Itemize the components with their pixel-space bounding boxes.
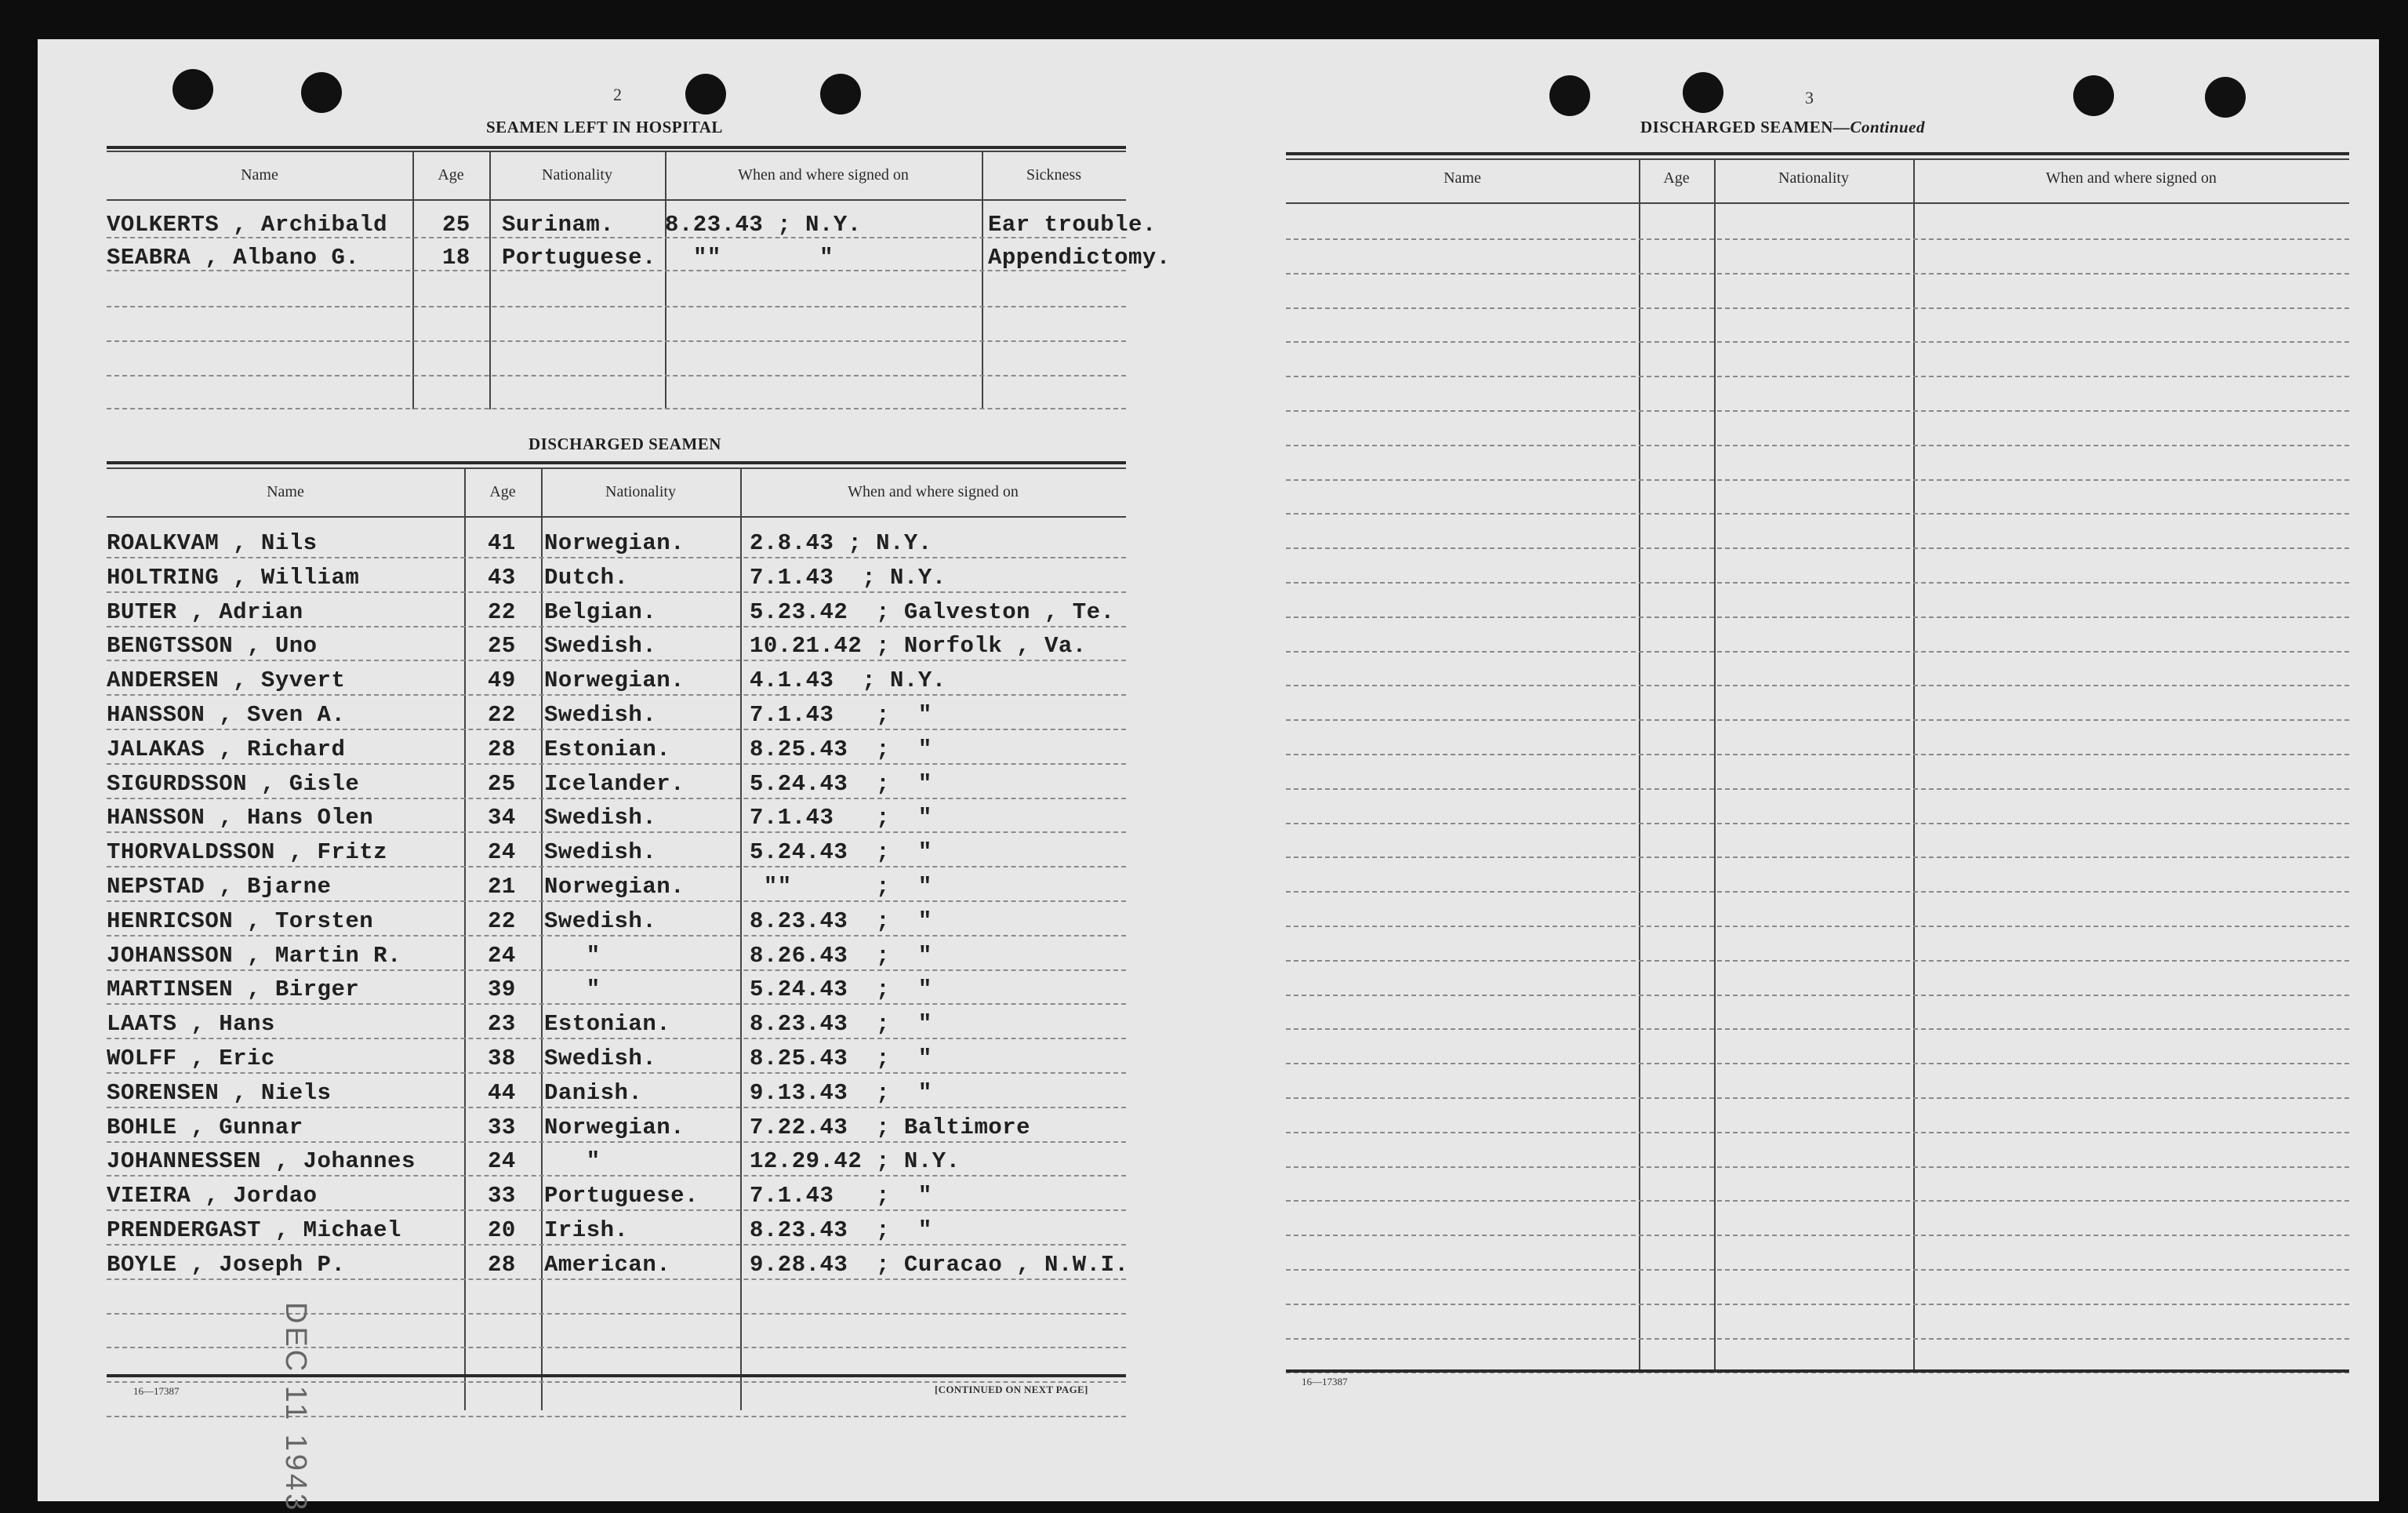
seaman-name: BOYLE , Joseph P.	[107, 1252, 346, 1278]
seaman-signed-on: 7.1.43 ; "	[750, 805, 932, 831]
seaman-nationality: Danish.	[544, 1080, 643, 1106]
col-header-age: Age	[489, 483, 516, 500]
right-section-title	[1640, 118, 1925, 137]
seaman-name: VIEIRA , Jordao	[107, 1183, 318, 1209]
page-number-right: 3	[1805, 88, 1814, 107]
seaman-name: NEPSTAD , Bjarne	[107, 874, 332, 900]
seaman-age: 49	[488, 667, 516, 693]
seaman-age: 22	[488, 599, 516, 625]
seaman-nationality: Surinam.	[502, 212, 615, 238]
page-number-left: 2	[613, 85, 622, 104]
seaman-nationality: Norwegian.	[544, 530, 685, 556]
col-header-signed-on: When and where signed on	[2046, 169, 2217, 187]
seaman-name: BENGTSSON , Uno	[107, 633, 318, 659]
col-header-name: Name	[1444, 169, 1481, 187]
punch-hole	[1549, 75, 1590, 116]
seaman-nationality: Icelander.	[544, 771, 685, 797]
seaman-age: 23	[488, 1011, 516, 1037]
punch-hole	[2205, 77, 2246, 118]
punch-hole	[685, 74, 726, 115]
seaman-age: 34	[488, 805, 516, 831]
seaman-name: HANSSON , Sven A.	[107, 702, 346, 728]
seaman-age: 21	[488, 874, 516, 900]
seaman-signed-on: 8.23.43 ; N.Y.	[665, 212, 862, 238]
seaman-age: 38	[488, 1046, 516, 1071]
seaman-name: JOHANSSON , Martin R.	[107, 943, 401, 969]
seaman-signed-on: 7.1.43 ; "	[750, 702, 932, 728]
seaman-name: MARTINSEN , Birger	[107, 977, 360, 1002]
seaman-nationality: "	[544, 943, 601, 969]
col-header-name: Name	[241, 166, 278, 184]
col-header-name: Name	[267, 483, 304, 500]
seaman-age: 28	[488, 736, 516, 762]
seaman-sickness: Ear trouble.	[988, 212, 1157, 238]
seaman-nationality: Norwegian.	[544, 667, 685, 693]
seaman-age: 43	[488, 565, 516, 591]
seaman-signed-on: 5.24.43 ; "	[750, 771, 932, 797]
seaman-sickness: Appendictomy.	[988, 245, 1171, 271]
seaman-name: HOLTRING , William	[107, 565, 360, 591]
punch-hole	[301, 72, 342, 113]
seaman-nationality: Belgian.	[544, 599, 657, 625]
seaman-signed-on: 8.23.43 ; "	[750, 1011, 932, 1037]
seaman-nationality: "	[544, 1148, 601, 1174]
punch-hole	[2073, 75, 2114, 116]
seaman-name: LAATS , Hans	[107, 1011, 275, 1037]
seaman-signed-on: 5.23.42 ; Galveston , Te.	[750, 599, 1115, 625]
seaman-signed-on: 8.23.43 ; "	[750, 908, 932, 934]
seaman-nationality: Portuguese.	[502, 245, 656, 271]
col-header-nationality: Nationality	[605, 483, 676, 500]
seaman-age: 25	[488, 771, 516, 797]
seaman-name: ANDERSEN , Syvert	[107, 667, 346, 693]
seaman-signed-on: 2.8.43 ; N.Y.	[750, 530, 932, 556]
seaman-age: 28	[488, 1252, 516, 1278]
col-header-age: Age	[1663, 169, 1690, 187]
seaman-nationality: Dutch.	[544, 565, 629, 591]
seaman-name: BOHLE , Gunnar	[107, 1115, 303, 1140]
seaman-age: 24	[488, 839, 516, 865]
seaman-age: 24	[488, 943, 516, 969]
seaman-nationality: Swedish.	[544, 805, 657, 831]
col-header-signed-on: When and where signed on	[848, 483, 1019, 500]
seaman-signed-on: 8.26.43 ; "	[750, 943, 932, 969]
seaman-signed-on: "" ; "	[750, 874, 932, 900]
seaman-age: 22	[488, 702, 516, 728]
document-sheet	[38, 39, 2379, 1513]
seaman-name: HANSSON , Hans Olen	[107, 805, 374, 831]
seaman-name: JOHANNESSEN , Johannes	[107, 1148, 416, 1174]
form-number-right: 16—17387	[1302, 1376, 1348, 1388]
seaman-age: 33	[488, 1115, 516, 1140]
seaman-signed-on: 4.1.43 ; N.Y.	[750, 667, 946, 693]
seaman-signed-on: 10.21.42 ; Norfolk , Va.	[750, 633, 1087, 659]
seaman-nationality: Estonian.	[544, 1011, 671, 1037]
seaman-signed-on: 5.24.43 ; "	[750, 839, 932, 865]
seaman-name: SORENSEN , Niels	[107, 1080, 332, 1106]
seaman-name: SIGURDSSON , Gisle	[107, 771, 360, 797]
seaman-nationality: Swedish.	[544, 633, 657, 659]
seaman-nationality: Norwegian.	[544, 874, 685, 900]
col-header-sickness: Sickness	[1026, 166, 1081, 184]
punch-hole	[820, 74, 861, 115]
punch-hole	[173, 69, 213, 110]
seaman-nationality: Irish.	[544, 1217, 629, 1243]
seaman-age: 25	[442, 212, 470, 238]
seaman-nationality: Norwegian.	[544, 1115, 685, 1140]
seaman-nationality: Portuguese.	[544, 1183, 699, 1209]
seaman-age: 25	[488, 633, 516, 659]
date-stamp: DEC 11 1943	[279, 1302, 312, 1513]
seaman-name: VOLKERTS , Archibald	[107, 212, 388, 238]
seaman-signed-on: 8.23.43 ; "	[750, 1217, 932, 1243]
seaman-signed-on: "" "	[693, 245, 834, 271]
seaman-name: HENRICSON , Torsten	[107, 908, 374, 934]
seaman-signed-on: 8.25.43 ; "	[750, 1046, 932, 1071]
seaman-signed-on: 5.24.43 ; "	[750, 977, 932, 1002]
seaman-name: WOLFF , Eric	[107, 1046, 275, 1071]
seaman-nationality: Swedish.	[544, 908, 657, 934]
seaman-nationality: Estonian.	[544, 736, 671, 762]
seaman-age: 24	[488, 1148, 516, 1174]
seaman-signed-on: 8.25.43 ; "	[750, 736, 932, 762]
seaman-name: BUTER , Adrian	[107, 599, 303, 625]
seaman-nationality: "	[544, 977, 601, 1002]
col-header-nationality: Nationality	[542, 166, 612, 184]
seaman-signed-on: 12.29.42 ; N.Y.	[750, 1148, 961, 1174]
right-title-main: DISCHARGED SEAMEN	[1640, 118, 1833, 136]
seaman-signed-on: 7.1.43 ; N.Y.	[750, 565, 946, 591]
seaman-age: 39	[488, 977, 516, 1002]
right-title-continued: —Continued	[1832, 118, 1925, 136]
discharged-section-title: DISCHARGED SEAMEN	[528, 435, 721, 453]
seaman-age: 41	[488, 530, 516, 556]
continued-note: [CONTINUED ON NEXT PAGE]	[935, 1384, 1088, 1395]
punch-hole	[1683, 72, 1723, 113]
seaman-signed-on: 7.1.43 ; "	[750, 1183, 932, 1209]
seaman-age: 20	[488, 1217, 516, 1243]
seaman-nationality: Swedish.	[544, 839, 657, 865]
seaman-name: THORVALDSSON , Fritz	[107, 839, 388, 865]
seaman-signed-on: 9.28.43 ; Curacao , N.W.I.	[750, 1252, 1129, 1278]
seaman-name: ROALKVAM , Nils	[107, 530, 318, 556]
seaman-age: 33	[488, 1183, 516, 1209]
seaman-nationality: American.	[544, 1252, 671, 1278]
seaman-nationality: Swedish.	[544, 702, 657, 728]
seaman-nationality: Swedish.	[544, 1046, 657, 1071]
col-header-nationality: Nationality	[1778, 169, 1849, 187]
seaman-age: 22	[488, 908, 516, 934]
seaman-signed-on: 7.22.43 ; Baltimore	[750, 1115, 1031, 1140]
col-header-signed-on: When and where signed on	[738, 166, 909, 184]
seaman-age: 44	[488, 1080, 516, 1106]
col-header-age: Age	[438, 166, 464, 184]
seaman-name: PRENDERGAST , Michael	[107, 1217, 401, 1243]
form-number-left: 16—17387	[133, 1385, 180, 1397]
seaman-signed-on: 9.13.43 ; "	[750, 1080, 932, 1106]
seaman-age: 18	[442, 245, 470, 271]
seaman-name: JALAKAS , Richard	[107, 736, 346, 762]
hospital-section-title: SEAMEN LEFT IN HOSPITAL	[486, 118, 723, 136]
seaman-name: SEABRA , Albano G.	[107, 245, 360, 271]
